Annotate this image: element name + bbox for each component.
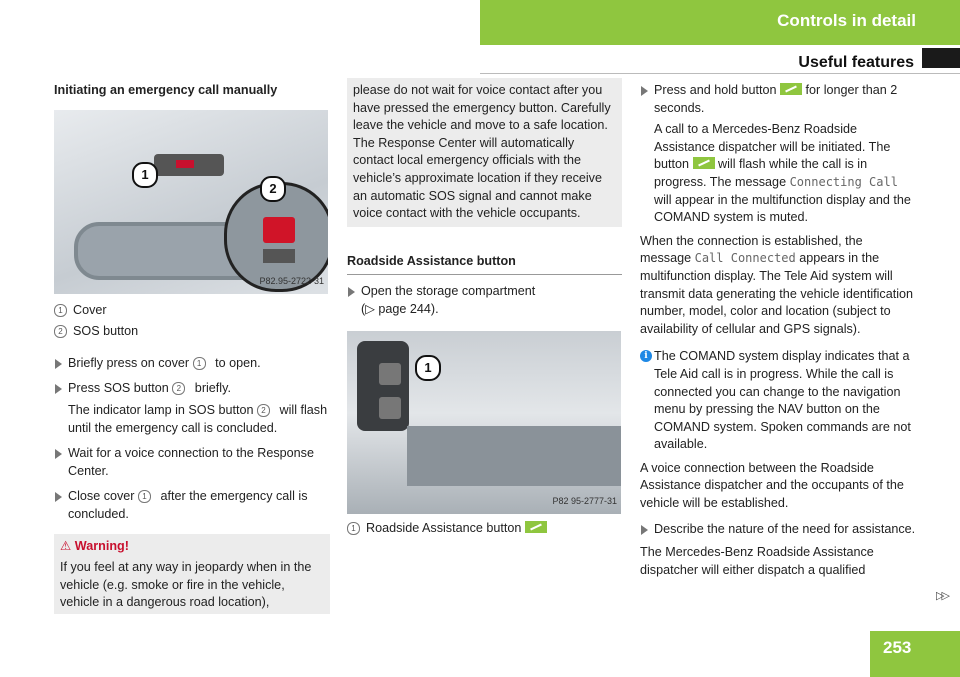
page-number-box — [870, 631, 960, 677]
warning-continued: please do not wait for voice contact after you have pressed the emergency button. Carefully leave the vehicle and move to a safe location. The Response Center will automatically contact local emergency officials with the vehicle’s approximate location if they receive an automatic SOS signal and cannot make voice contact with the vehicle occupants. — [347, 78, 622, 227]
step-press-hold-note: A call to a Mercedes-Benz Roadside Assistance dispatcher will be initiated. The button will flash while the call is in progress. The message Connecting Call will appear in the multifunction display and the COMAND system is muted. — [654, 122, 911, 225]
legend-number: 1 — [54, 304, 67, 317]
sos-button — [263, 217, 295, 243]
step-wait: Wait for a voice connection to the Response Center. — [54, 445, 330, 480]
warning-title: ⚠ Warning! — [60, 538, 129, 553]
step-press-hold: Press and hold button for longer than 2 seconds. A call to a Mercedes-Benz Roadside Assistance dispatcher will be initiated. The button will flash while the call is in progress. The message Connecting Call will appear in the multifunction display and the COMAND system is muted. — [640, 82, 916, 227]
console-photo — [347, 331, 621, 514]
legend-item — [54, 323, 330, 341]
sos-housing — [263, 249, 295, 263]
button-panel — [357, 341, 409, 431]
legend — [54, 302, 330, 341]
callout-1: 1 — [132, 162, 158, 188]
roadside-phone-icon — [525, 521, 547, 533]
connection-paragraph: When the connection is established, the message Call Connected appears in the multifunction display. The Tele Aid system will transmit data generating the vehicle identification number, model, color and location (subject to availability of cellular and GPS signals). — [640, 233, 914, 336]
center-console — [407, 426, 621, 486]
heading-roadside: Roadside Assistance button — [347, 253, 622, 276]
mirror-sos-photo — [54, 110, 328, 294]
info-button — [379, 397, 401, 419]
legend-item: 1 Roadside Assistance button — [347, 520, 622, 538]
step-press-sos: Press SOS button 2 briefly. The indicator lamp in SOS button 2 will flash until the emergency call is concluded. — [54, 380, 330, 437]
continue-arrows-icon: ▷▷ — [936, 590, 947, 602]
chapter-title: Controls in detail — [777, 11, 916, 30]
display-message: Connecting Call — [789, 174, 898, 189]
step-press-sos-note: The indicator lamp in SOS button 2 will flash until the emergency call is concluded. — [68, 402, 328, 435]
legend-text: Cover — [73, 302, 107, 317]
page-number: 253 — [883, 638, 912, 657]
heading-emergency-call: Initiating an emergency call manually — [54, 83, 278, 97]
sos-cover — [154, 154, 224, 176]
info-icon: i — [640, 350, 652, 362]
display-message: Call Connected — [694, 251, 796, 266]
section-title: Useful features — [798, 54, 914, 71]
image-code: P82 95-2777-31 — [552, 495, 617, 506]
roadside-phone-icon — [693, 157, 715, 169]
header-rule — [480, 73, 960, 74]
column-middle — [347, 82, 622, 537]
legend-item — [54, 302, 330, 320]
step-open-cover: Briefly press on cover 1 to open. — [54, 355, 330, 373]
info-note: i The COMAND system display indicates that a Tele Aid call is in progress. While the call is connected you can change to the navigation menu by pressing the NAV button on the COMAND system. Spoken commands are not available. — [640, 348, 916, 454]
callout-1: 1 — [415, 355, 441, 381]
step-close-cover: Close cover 1 after the emergency call is concluded. — [54, 488, 330, 523]
section-marker — [922, 48, 960, 68]
step-describe: Describe the nature of the need for assistance. — [640, 521, 916, 539]
image-code: P82.95-2722-31 — [259, 276, 324, 286]
voice-paragraph: A voice connection between the Roadside Assistance dispatcher and the occupants of the vehicle will be established. — [640, 460, 904, 511]
column-left — [54, 82, 330, 614]
roadside-button — [379, 363, 401, 385]
dispatch-paragraph: The Mercedes-Benz Roadside Assistance dispatcher will either dispatch a qualified — [640, 545, 874, 577]
step-open-storage: Open the storage compartment (▷ page 244). — [347, 283, 622, 318]
roadside-phone-icon — [780, 83, 802, 95]
warning-box — [54, 534, 330, 614]
legend-text: SOS button — [73, 324, 139, 339]
chapter-header — [480, 0, 960, 45]
column-right — [640, 82, 916, 579]
callout-2: 2 — [260, 176, 286, 202]
legend-number: 2 — [54, 325, 67, 338]
warning-text: If you feel at any way in jeopardy when in the vehicle (e.g. smoke or fire in the vehicle, vehicle in a dangerous road location), — [60, 560, 312, 610]
